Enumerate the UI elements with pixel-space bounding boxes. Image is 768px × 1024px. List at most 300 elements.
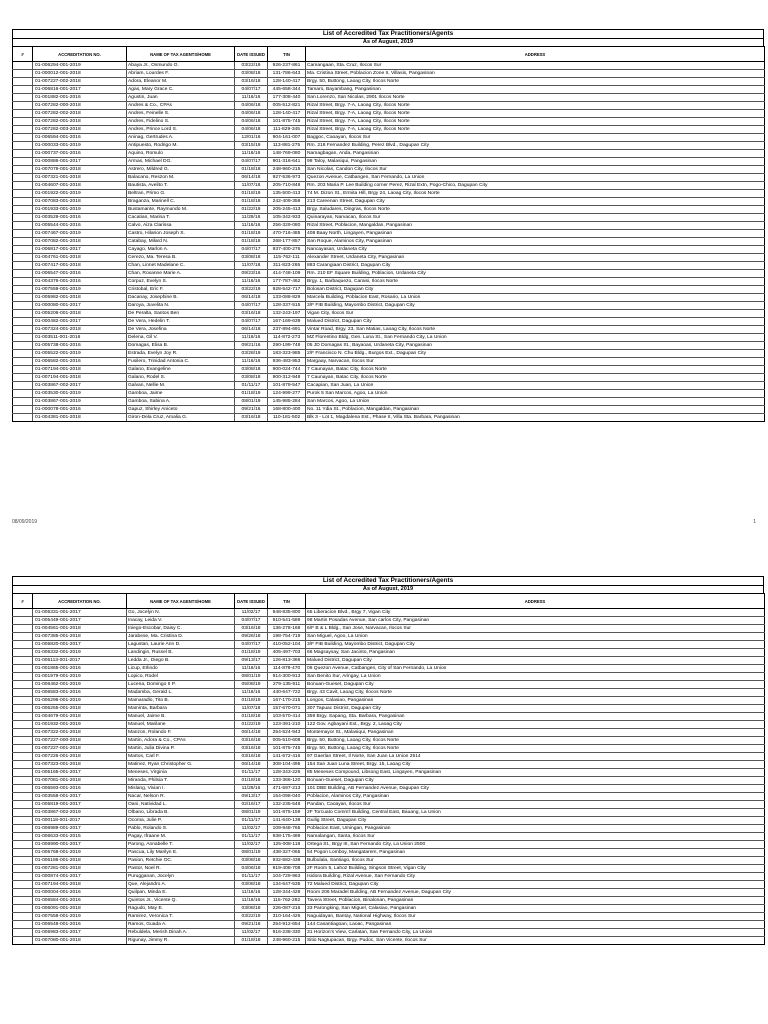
address: Rm. 218 Fernandez Building, Perez Blvd., Dagupan City (306, 142, 765, 150)
document-subtitle: As of August, 2019 (12, 38, 764, 46)
row-index (13, 382, 33, 390)
date-issued: 05/08/19 (235, 681, 268, 689)
row-index (13, 657, 33, 665)
header-date-issued: DATE ISSUED (235, 594, 268, 609)
address: Brgy. 50, Buttong, Laoag City, Ilocos Norte (306, 78, 765, 86)
accreditation-no: 01-001979-001-2019 (33, 673, 127, 681)
table-row (13, 238, 765, 246)
tin: 410-052-104 (268, 641, 306, 649)
accreditation-no: 01-003867-002-2017 (33, 382, 127, 390)
row-index (13, 737, 33, 745)
table-body-page-2 (13, 609, 765, 945)
header-tin: TIN (268, 594, 306, 609)
accreditation-no: 01-005449-001-2017 (33, 617, 127, 625)
row-index (13, 342, 33, 350)
table-row (13, 166, 765, 174)
practitioner-name: Cacatian, Marina T. (127, 214, 235, 222)
accreditation-no: 01-007227-000-2018 (33, 737, 127, 745)
accreditation-no: 01-005982-001-2018 (33, 294, 127, 302)
date-issued: 01/11/17 (235, 833, 268, 841)
tin: 226-087-216 (268, 905, 306, 913)
date-issued: 02/16/17 (235, 801, 268, 809)
address: 359 Brgy. Sapang, Sta. Barbara, Pangasinan (306, 713, 765, 721)
address: Malued District, Dagupan City (306, 657, 765, 665)
date-issued: 06/14/18 (235, 326, 268, 334)
address: Camangaan, Sta. Cruz, Ilocos Sur (306, 62, 765, 70)
date-issued: 01/11/17 (235, 873, 268, 881)
address: Brgy. Saludares, Dingras, Ilocos Norte (306, 206, 765, 214)
date-issued: 03/16/18 (235, 310, 268, 318)
practitioner-name: Armas, Michael DG. (127, 158, 235, 166)
address: Poblacion East, Umingan, Pangasinan (306, 825, 765, 833)
date-issued: 03/08/18 (235, 905, 268, 913)
row-index (13, 214, 33, 222)
date-issued: 01/18/18 (235, 166, 268, 174)
table-row (13, 174, 765, 182)
table-row (13, 841, 765, 849)
date-issued: 01/18/19 (235, 230, 268, 238)
accreditation-no: 01-006582-001-2016 (33, 358, 127, 366)
table-row (13, 334, 765, 342)
table-row (13, 134, 765, 142)
practitioner-name: Gapuz, Shirley Aniceto (127, 406, 235, 414)
table-row (13, 865, 765, 873)
practitioner-name: Cayago, Marlon A. (127, 246, 235, 254)
practitioner-name: Quilpan, Minda E. (127, 889, 235, 897)
practitioner-name: Pagay, Ifraane M. (127, 833, 235, 841)
row-index (13, 198, 33, 206)
address: Tamaro, Bayambang, Pangasinan (306, 86, 765, 94)
date-issued: 11/07/18 (235, 705, 268, 713)
tin: 148-769-080 (268, 150, 306, 158)
accreditation-no: 01-007194-001-2018 (33, 366, 127, 374)
table-row (13, 86, 765, 94)
address: San Benito Sur, Aringay, La Union (306, 673, 765, 681)
tin: 168-800-400 (268, 406, 306, 414)
date-issued: 01/18/18 (235, 937, 268, 945)
table-row (13, 350, 765, 358)
accreditation-no: 01-007282-003-2018 (33, 126, 127, 134)
row-index (13, 889, 33, 897)
table-row (13, 745, 765, 753)
date-issued: 11/16/16 (235, 889, 268, 897)
row-index (13, 398, 33, 406)
tin: 104-729-963 (268, 873, 306, 881)
table-row (13, 94, 765, 102)
date-issued: 04/06/18 (235, 865, 268, 873)
header-address: ADDRESS (306, 594, 765, 609)
address: San Roque, Alaminos City, Pangasinan (306, 238, 765, 246)
practitioner-name: Astrero, Mildred G. (127, 166, 235, 174)
accreditation-no: 01-006594-001-2016 (33, 134, 127, 142)
tin: 916-238-330 (268, 929, 306, 937)
footer-page-number: 1 (753, 519, 756, 525)
date-issued: 06/14/18 (235, 761, 268, 769)
address: Namalangan, Santa, Ilocos Sur (306, 833, 765, 841)
table-row (13, 126, 765, 134)
accreditation-no: 01-000078-001-2016 (33, 406, 127, 414)
tin: 109-948-765 (268, 825, 306, 833)
practitioner-name: Purugganan, Jocelyn (127, 873, 235, 881)
address: Guilig Street, Dagupan City (306, 817, 765, 825)
practitioner-name: Quintos Jr., Vicente Q. (127, 897, 235, 905)
accreditation-no: 01-005331-001-2017 (33, 609, 127, 617)
date-issued: 11/07/18 (235, 182, 268, 190)
tin: 470-716-485 (268, 230, 306, 238)
accreditation-no: 01-000482-001-2017 (33, 318, 127, 326)
sheet-page-1 (12, 29, 764, 422)
table-row (13, 801, 765, 809)
table-row (13, 190, 765, 198)
accreditation-no: 01-004679-001-2018 (33, 713, 127, 721)
tin: 128-140-417 (268, 78, 306, 86)
tin: 005-510-608 (268, 737, 306, 745)
tin: 132-235-548 (268, 801, 306, 809)
address: Quinarayan, Narvacan, Ilocos Sur (306, 214, 765, 222)
table-row (13, 633, 765, 641)
table-body-page-1 (13, 62, 765, 422)
date-issued: 03/22/19 (235, 913, 268, 921)
address: Sitio Nagtupacan, Brgy. Pudoc, San Vicente, Ilocos Sur (306, 937, 765, 945)
tin: 131-786-643 (268, 70, 306, 78)
practitioner-name: Manzon, Rolando F. (127, 729, 235, 737)
row-index (13, 70, 33, 78)
header-accreditation-no: ACCREDITATION NO. (33, 594, 127, 609)
row-index (13, 921, 33, 929)
practitioner-name: Aninag, Gertrudes A. (127, 134, 235, 142)
accreditation-no: 01-005819-001-2017 (33, 801, 127, 809)
date-issued: 03/16/18 (235, 78, 268, 86)
address: San Marcos, Agoo, La Union (306, 398, 765, 406)
tin: 183-323-985 (268, 350, 306, 358)
row-index (13, 913, 33, 921)
accreditation-no: 01-006548-001-2016 (33, 921, 127, 929)
tin: 310-164-426 (268, 913, 306, 921)
tin: 471-597-213 (268, 785, 306, 793)
row-index (13, 406, 33, 414)
accreditation-no: 01-006817-001-2017 (33, 246, 127, 254)
row-index (13, 849, 33, 857)
table-row (13, 302, 765, 310)
address: 2F Torcuato Comm'l Building, Central East, Bauang, La Union (306, 809, 765, 817)
tin: 937-400-276 (268, 246, 306, 254)
date-issued: 08/01/19 (235, 398, 268, 406)
address: Vintar Road, Brgy. 23, San Matias, Laoag City, Ilocos Norte (306, 326, 765, 334)
practitioner-name: Lucena, Domingo II P. (127, 681, 235, 689)
practitioner-name: Domagas, Elisa B. (127, 342, 235, 350)
address: 3/F FIB Building, Mayombo District, Dagupan City (306, 302, 765, 310)
date-issued: 03/08/18 (235, 374, 268, 382)
row-index (13, 801, 33, 809)
table-row (13, 246, 765, 254)
address: Ma. Cristina Street, Poblacion Zone II, Villasis, Pangasinan (306, 70, 765, 78)
accreditation-no: 01-006990-001-2017 (33, 841, 127, 849)
accreditation-no: 01-005738-001-2016 (33, 342, 127, 350)
table-row (13, 358, 765, 366)
row-index (13, 302, 33, 310)
date-issued: 03/16/18 (235, 414, 268, 422)
table-row (13, 921, 765, 929)
tin: 914-300-913 (268, 673, 306, 681)
table-row (13, 342, 765, 350)
practitioner-name: Maminta, Barbara (127, 705, 235, 713)
date-issued: 08/01/19 (235, 673, 268, 681)
accreditation-no: 01-005113-001-2017 (33, 657, 127, 665)
tin: 105-342-933 (268, 214, 306, 222)
tin: 904-161-007 (268, 134, 306, 142)
address: Quezon Avenue, Catbangen, San Fernando, La Union (306, 174, 765, 182)
tin: 248-960-215 (268, 937, 306, 945)
address: 3/F FIB Building, Mayombo District, Dagupan City (306, 641, 765, 649)
table-row (13, 641, 765, 649)
table-row (13, 849, 765, 857)
row-index (13, 689, 33, 697)
table-row (13, 649, 765, 657)
address: 98 Martin Posadas Avenue, San carlos City, Pangasinan (306, 617, 765, 625)
accreditation-no: 01-003511-001-2016 (33, 334, 127, 342)
accreditation-no: 01-007467-001-2019 (33, 230, 127, 238)
row-index (13, 881, 33, 889)
tin: 254-524-943 (268, 729, 306, 737)
date-issued: 11/07/18 (235, 262, 268, 270)
date-issued: 04/07/17 (235, 86, 268, 94)
table-row (13, 278, 765, 286)
row-index (13, 270, 33, 278)
date-issued: 12/01/16 (235, 134, 268, 142)
date-issued: 01/11/17 (235, 817, 268, 825)
table-row (13, 729, 765, 737)
table-row (13, 713, 765, 721)
tin: 124-999-277 (268, 390, 306, 398)
table-row (13, 625, 765, 633)
practitioner-name: Galvan, Nellie M. (127, 382, 235, 390)
accreditation-no: 01-007321-001-2018 (33, 174, 127, 182)
tin: 910-541-589 (268, 617, 306, 625)
address: San Nicolas, Candon City, Ilocos Sur (306, 166, 765, 174)
date-issued: 01/18/19 (235, 649, 268, 657)
accreditation-no: 01-005206-001-2018 (33, 310, 127, 318)
practitioner-name: Catabay, Milard N. (127, 238, 235, 246)
table-row (13, 206, 765, 214)
table-row (13, 182, 765, 190)
tin: 254-912-654 (268, 921, 306, 929)
date-issued: 04/07/17 (235, 246, 268, 254)
accreditation-no: 01-000080-001-2017 (33, 302, 127, 310)
table-row (13, 414, 765, 422)
row-index (13, 222, 33, 230)
address: 65 Liberacion Blvd., Brgy 7, Vigan City (306, 609, 765, 617)
date-issued: 11/16/16 (235, 222, 268, 230)
accreditation-no: 01-007227-001-2018 (33, 745, 127, 753)
practitioner-name: Mamaradlo, Tito B. (127, 697, 235, 705)
date-issued: 01/11/17 (235, 769, 268, 777)
practitioner-name: Manuel, Marilane (127, 721, 235, 729)
row-index (13, 238, 33, 246)
row-index (13, 873, 33, 881)
row-index (13, 841, 33, 849)
practitioner-name: Cristobal, Eric F. (127, 286, 235, 294)
date-issued: 03/08/18 (235, 70, 268, 78)
accreditation-no: 01-007281-001-2018 (33, 865, 127, 873)
document-page-2 (0, 572, 768, 1024)
accreditation-no: 01-000886-001-2017 (33, 158, 127, 166)
date-issued: 01/22/19 (235, 206, 268, 214)
address: Nancayasan, Urdaneta City (306, 246, 765, 254)
date-issued: 09/13/17 (235, 793, 268, 801)
tin: 445-658-344 (268, 86, 306, 94)
address: Pandan, Caoayan, Ilocos Sur (306, 801, 765, 809)
table-row (13, 873, 765, 881)
practitioner-name: Galano, Evangeline (127, 366, 235, 374)
date-issued: 11/16/16 (235, 358, 268, 366)
row-index (13, 857, 33, 865)
document-title: List of Accredited Tax Practitioners/Agents (12, 576, 764, 585)
practitioner-name: Ramirez, Veronica T. (127, 913, 235, 921)
table-row (13, 254, 765, 262)
document-title: List of Accredited Tax Practitioners/Agents (12, 29, 764, 38)
header-index: # (13, 47, 33, 62)
date-issued: 01/18/19 (235, 190, 268, 198)
tin: 900-312-948 (268, 374, 306, 382)
address: 97 Gaerlan Street, Il Norte, San Juan La Union 2514 (306, 753, 765, 761)
row-index (13, 649, 33, 657)
row-index (13, 937, 33, 945)
date-issued: 09/13/17 (235, 657, 268, 665)
table-row (13, 617, 765, 625)
tin: 135-500-413 (268, 190, 306, 198)
practitioner-name: Abriam, Lourdes F. (127, 70, 235, 78)
date-issued: 11/16/16 (235, 689, 268, 697)
table-row (13, 737, 765, 745)
accreditation-no: 01-003529-001-2016 (33, 214, 127, 222)
accreditation-no: 01-000004-001-2016 (33, 889, 127, 897)
row-index (13, 833, 33, 841)
date-issued: 03/15/19 (235, 142, 268, 150)
address: Alexander Street, Urdaneta City, Pangasinan (306, 254, 765, 262)
tin: 133-366-120 (268, 777, 306, 785)
accreditation-no: 01-007324-001-2018 (33, 326, 127, 334)
document-subtitle: As of August, 2019 (12, 585, 764, 593)
table-row (13, 721, 765, 729)
table-row (13, 705, 765, 713)
table-row (13, 366, 765, 374)
table-row (13, 326, 765, 334)
date-issued: 03/08/18 (235, 366, 268, 374)
tin: 157-670-071 (268, 705, 306, 713)
row-index (13, 318, 33, 326)
address: Vigan City, Ilocos Sur (306, 310, 765, 318)
date-issued: 04/06/18 (235, 110, 268, 118)
practitioner-name: Miranda, Philsia T. (127, 777, 235, 785)
tin: 113-881-275 (268, 142, 306, 150)
address: 7 Caunayan, Batac City, Ilocos Norte (306, 366, 765, 374)
tin: 248-960-215 (268, 166, 306, 174)
date-issued: 03/08/18 (235, 857, 268, 865)
practitioner-name: Agas, Mary Grace C. (127, 86, 235, 94)
table-row (13, 382, 765, 390)
date-issued: 11/02/17 (235, 929, 268, 937)
practitioner-name: Aquino, Romulo (127, 150, 235, 158)
practitioner-name: Go, Jocelyn N. (127, 609, 235, 617)
practitioner-name: Delena, Gil V. (127, 334, 235, 342)
tin: 145-985-284 (268, 398, 306, 406)
practitioner-name: Dacanay, Josephine B. (127, 294, 235, 302)
date-issued: 09/23/16 (235, 270, 268, 278)
address: Margaay, Narvacan, Ilocos Sur (306, 358, 765, 366)
row-index (13, 350, 33, 358)
row-index (13, 721, 33, 729)
table-row (13, 230, 765, 238)
row-index (13, 817, 33, 825)
accreditation-no: 01-006186-001-2018 (33, 857, 127, 865)
practitioner-name: Pablo, Rolando S. (127, 825, 235, 833)
address: Brgy. 50, Buttong, Laoag City, Ilocos Norte (306, 745, 765, 753)
accreditation-no: 01-007083-001-2018 (33, 198, 127, 206)
address: Cacapian, San Juan, La Union (306, 382, 765, 390)
row-index (13, 681, 33, 689)
address: 101 DBE Building, AB Fernandez Avenue, Dagupan City (306, 785, 765, 793)
table-row (13, 689, 765, 697)
address: 408 Baay North, Lingayen, Pangasinan (306, 230, 765, 238)
accreditation-no: 01-007194-001-2018 (33, 881, 127, 889)
practitioner-name: Mislang, Vivian I. (127, 785, 235, 793)
practitioner-name: Martin, Julia Divina P. (127, 745, 235, 753)
tin: 405-497-703 (268, 649, 306, 657)
tin: 928-542-717 (268, 286, 306, 294)
sheet-page-2 (12, 576, 764, 945)
date-issued: 11/16/16 (235, 334, 268, 342)
tin: 101-879-547 (268, 382, 306, 390)
date-issued: 03/28/19 (235, 350, 268, 358)
date-issued: 08/01/19 (235, 809, 268, 817)
tin: 114-872-273 (268, 334, 306, 342)
header-tin: TIN (268, 47, 306, 62)
date-issued: 11/16/16 (235, 94, 268, 102)
tin: 126-813-366 (268, 657, 306, 665)
address: Baggoc, Caoayan, Ilocos Sur (306, 134, 765, 142)
address: 05 JD Domagas St., Bayaoas, Urdaneta City, Pangasinan (306, 342, 765, 350)
practitioner-name: Calvo, Aiza Clarissa (127, 222, 235, 230)
table-row (13, 777, 765, 785)
row-index (13, 294, 33, 302)
address: Marcela Building, Poblacion East, Rosario, La Union (306, 294, 765, 302)
date-issued: 03/22/19 (235, 62, 268, 70)
date-issued: 01/18/19 (235, 697, 268, 705)
table-row (13, 222, 765, 230)
tin: 101-875-159 (268, 809, 306, 817)
address: Bonuan-Gueset, Dagupan City (306, 681, 765, 689)
date-issued: 03/16/18 (235, 625, 268, 633)
row-index (13, 358, 33, 366)
practitioner-name: Galano, Rodel S. (127, 374, 235, 382)
tin: 136-278-168 (268, 625, 306, 633)
table-row (13, 294, 765, 302)
row-index (13, 865, 33, 873)
practitioner-name: Andres, Fidelino S. (127, 118, 235, 126)
date-issued: 06/14/18 (235, 174, 268, 182)
address: 06 Quezon Avenue, Catbangen, City of San Fernando, La Union (306, 665, 765, 673)
tin: 110-181-502 (268, 414, 306, 422)
practitioner-name: Manuel, Jaime B. (127, 713, 235, 721)
row-index (13, 326, 33, 334)
tin: 308-104-495 (268, 761, 306, 769)
table-row (13, 62, 765, 70)
date-issued: 03/08/18 (235, 254, 268, 262)
table-row (13, 897, 765, 905)
row-index (13, 278, 33, 286)
accreditation-no: 01-007282-002-2018 (33, 110, 127, 118)
row-index (13, 641, 33, 649)
